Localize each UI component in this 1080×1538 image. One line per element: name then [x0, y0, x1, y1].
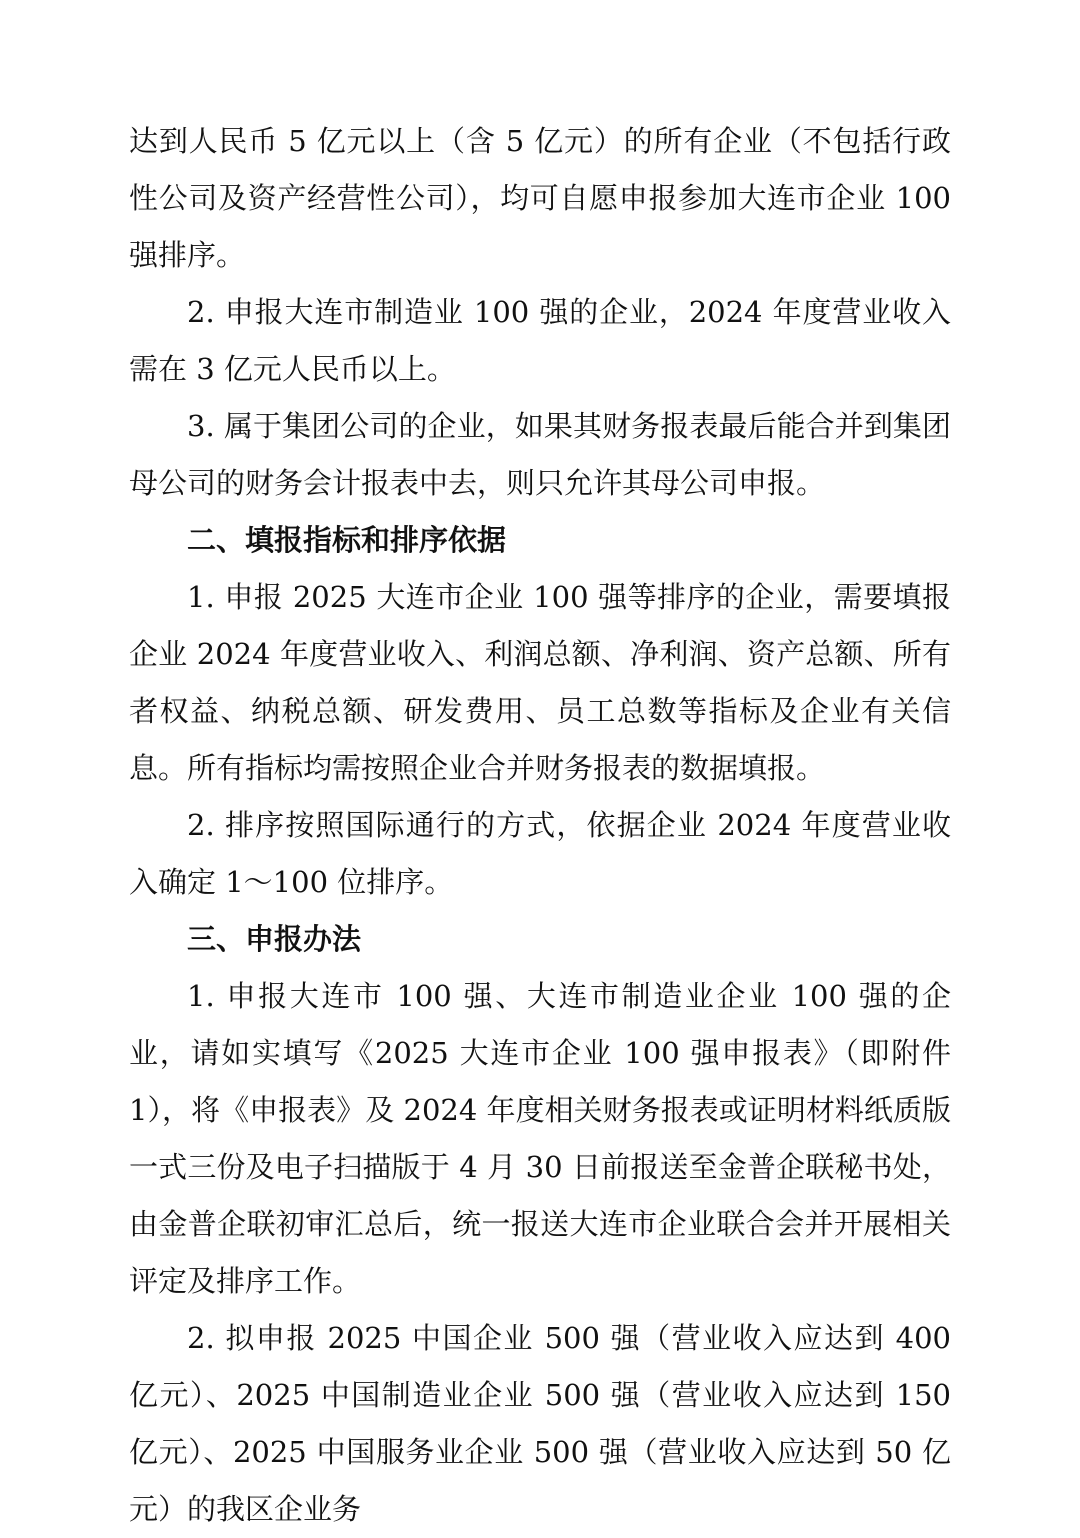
- paragraph-reporting-indicators: 1. 申报 2025 大连市企业 100 强等排序的企业，需要填报企业 2024 年度营业收入、利润总额、净利润、资产总额、所有者权益、纳税总额、研发费用、员工总数等指标及企业有关信息。所有指标均需按照企业合并财务报表的数据填报。: [129, 580, 951, 785]
- paragraph-national-ranking: 2. 拟申报 2025 中国企业 500 强（营业收入应达到 400 亿元）、2025 中国制造业企业 500 强（营业收入应达到 150 亿元）、2025 中国服务业企业 500 强（营业收入应达到 50 亿元）的我区企业务: [129, 1321, 951, 1526]
- paragraph-submission-procedure: 1. 申报大连市 100 强、大连市制造业企业 100 强的企业，请如实填写《2025 大连市企业 100 强申报表》（即附件 1），将《申报表》及 2024 年度相关财务报表或证明材料纸质版一式三份及电子扫描版于 4 月 30 日前报送至金普企联秘书处，由金普企联初审汇总后，统一报送大连市企业联合会并开展相关评定及排序工作。: [129, 979, 951, 1298]
- paragraph-manufacturing-threshold: 2. 申报大连市制造业 100 强的企业，2024 年度营业收入需在 3 亿元人民币以上。: [129, 295, 951, 386]
- paragraph-ranking-basis: 2. 排序按照国际通行的方式，依据企业 2024 年度营业收入确定 1～100 位排序。: [129, 808, 951, 899]
- section-heading-procedure: 三、申报办法: [187, 922, 362, 956]
- document-body: [129, 113, 951, 1538]
- paragraph-group-company-rule: 3. 属于集团公司的企业，如果其财务报表最后能合并到集团母公司的财务会计报表中去，则只允许其母公司申报。: [129, 409, 951, 500]
- section-heading-indicators: 二、填报指标和排序依据: [187, 523, 507, 557]
- paragraph-eligibility-continued: 达到人民币 5 亿元以上（含 5 亿元）的所有企业（不包括行政性公司及资产经营性公司），均可自愿申报参加大连市企业 100 强排序。: [129, 124, 951, 272]
